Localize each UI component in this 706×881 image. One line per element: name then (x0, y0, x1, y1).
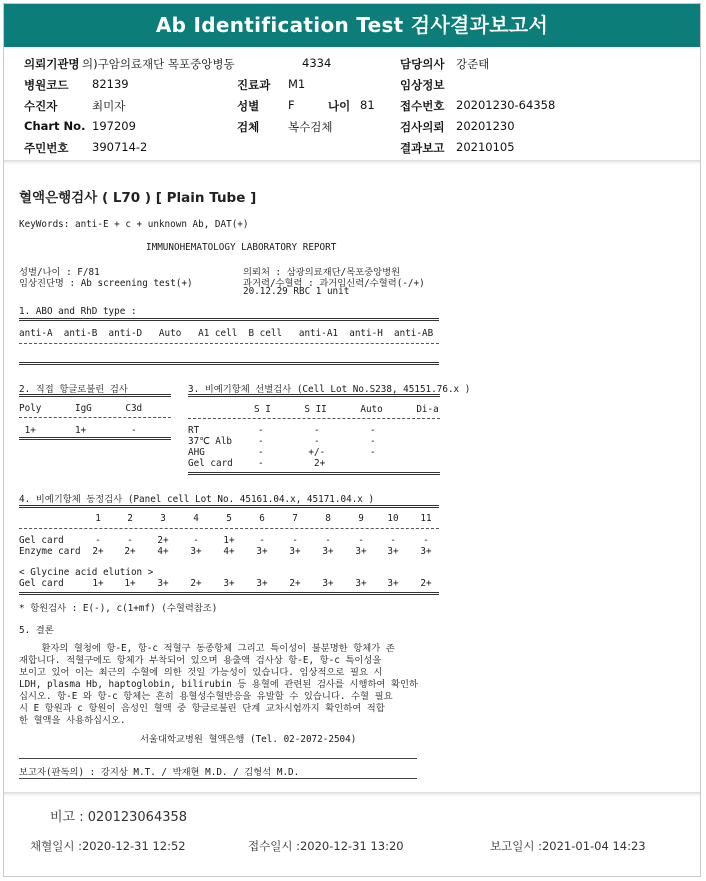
collector-value: 최미자 (92, 99, 126, 113)
dept-value: M1 (288, 77, 306, 91)
received-datetime (248, 838, 404, 854)
rrn-label: 주민번호 (24, 141, 69, 155)
panel-column-number: 11 (420, 513, 432, 524)
glycine-cell-value: 1+ (92, 578, 104, 589)
panel-column-number: 3 (160, 513, 166, 524)
collected-datetime (30, 838, 186, 854)
conclusion-line: 환자의 혈청에 항-E, 항-c 적혈구 동종항체 그리고 특이성이 불분명한 항체가 존 (19, 643, 395, 654)
screen-headers: S I S II Auto Di-a (254, 404, 439, 415)
panel-column-number: 4 (193, 513, 199, 524)
remark (50, 806, 187, 825)
glycine-cell-value: 2+ (190, 578, 202, 589)
transfusion-detail: 20.12.29 RBC 1 unit (243, 286, 350, 297)
dat-values: 1+ 1+ - (19, 425, 137, 436)
panel-cell-value: 4+ (223, 546, 235, 557)
chart-label: Chart No. (24, 119, 86, 133)
panel-cell-value: - (325, 535, 331, 546)
rule (19, 362, 439, 365)
rule (19, 318, 439, 321)
panel-row-name: Gel card (19, 535, 64, 546)
screen-row-values: - 2+ (258, 458, 326, 469)
dat-section-title: 2. 직접 항글로불린 검사 (19, 384, 128, 395)
request-value: 20201230 (456, 119, 515, 133)
panel-cell-value: 2+ (124, 546, 136, 557)
panel-cell-value: 3+ (355, 546, 367, 557)
panel-cell-value: 3+ (322, 546, 334, 557)
receipt-no-value: 20201230-64358 (456, 98, 556, 112)
panel-cell-value: 3+ (387, 546, 399, 557)
conclusion-line: 십시오. 항-E 와 항-c 항체는 흔히 용혈성수혈반응을 유발할 수 있습니다. 수혈 필요 (19, 691, 393, 702)
ward-value: 4334 (302, 56, 332, 70)
dat-headers: Poly IgG C3d (19, 403, 143, 414)
diagnosis: 임상진단명 : Ab screening test(+) (19, 278, 193, 289)
clinical-label: 임상정보 (400, 78, 445, 92)
reporter: 보고자(판독의) : 강지상 M.T. / 박재현 M.D. / 김형석 M.D. (19, 767, 300, 778)
abo-headers: anti-A anti-B anti-D Auto A1 cell B cell anti-A1 anti-H anti-AB (19, 328, 434, 339)
institution-label: 의뢰기관명 (24, 57, 80, 71)
panel-column-number: 5 (226, 513, 232, 524)
sex-label: 성별 (237, 99, 260, 113)
panel-cell-value: 3+ (420, 546, 432, 557)
panel-cell-value: 3+ (256, 546, 268, 557)
screen-row-name: Gel card (188, 458, 233, 469)
collected-value: 2020-12-31 12:52 (81, 839, 186, 853)
age-label: 나이 (328, 99, 351, 113)
panel-column-number: 10 (387, 513, 399, 524)
requester: 의뢰처 : 삼광의료재단/목포중앙병원 (243, 267, 401, 278)
conclusion-line: 재합니다. 적혈구에도 항체가 부착되어 있으며 용출액 검사상 항-E, 항-c 특이성을 (19, 655, 382, 666)
rule (19, 528, 439, 529)
rule (19, 778, 417, 779)
panel-cell-value: 2+ (92, 546, 104, 557)
rule (19, 394, 171, 397)
transfusion-history: 과거력/수혈력 : 과거임신력/수혈력(-/+) (243, 278, 425, 289)
lab-title: IMMUNOHEMATOLOGY LABORATORY REPORT (146, 242, 337, 253)
panel-cell-value: - (423, 535, 429, 546)
panel-cell-value: - (193, 535, 199, 546)
screen-row-name: AHG (188, 447, 205, 458)
screen-row-name: RT (188, 425, 200, 436)
panel-cell-value: 1+ (223, 535, 235, 546)
rule (19, 417, 171, 418)
dept-label: 진료과 (237, 78, 271, 92)
age-value: 81 (360, 98, 375, 112)
divider (4, 160, 700, 165)
received-value: 2020-12-31 13:20 (299, 839, 404, 853)
hospital-code-value: 82139 (92, 77, 129, 91)
conclusion-line: 시 E 항원과 c 항원이 음성인 혈액 중 항글로불린 단계 교차시험까지 확인하여 적합 (19, 703, 385, 714)
rule (19, 343, 439, 344)
antigen-note: * 항원검사 : E(-), c(1+mf) (수혈력참조) (19, 603, 218, 614)
collected-label: 채혈일시 : (30, 839, 82, 853)
blood-bank: 서울대학교병원 혈액은행 (Tel. 02-2072-2504) (140, 734, 357, 745)
report-label: 결과보고 (400, 141, 445, 155)
conclusion-title: 5. 결론 (19, 625, 54, 636)
screen-row-values: - - - (258, 436, 376, 447)
panel-column-number: 1 (95, 513, 101, 524)
glycine-cell-value: 3+ (256, 578, 268, 589)
screen-row-values: - - - (258, 425, 376, 436)
received-label: 접수일시 : (248, 839, 300, 853)
doctor-value: 강준태 (456, 57, 490, 71)
panel-column-number: 6 (259, 513, 265, 524)
report-value: 20210105 (456, 140, 515, 154)
report-section-title: 혈액은행검사 ( L70 ) [ Plain Tube ] (19, 190, 257, 206)
sex-age: 성별/나이 : F/81 (19, 267, 100, 278)
doctor-label: 담당의사 (400, 57, 445, 71)
screen-row-name: 37℃ Alb (188, 436, 233, 447)
glycine-cell-value: 3+ (223, 578, 235, 589)
panel-cell-value: - (259, 535, 265, 546)
conclusion-line: 보이고 있어 이는 최근의 수혈에 의한 것일 가능성이 있습니다. 임상적으로 필요 시 (19, 667, 383, 678)
report-title-banner: Ab Identification Test 검사결과보고서 (4, 4, 700, 47)
rule (19, 758, 417, 759)
panel-column-number: 8 (325, 513, 331, 524)
rule (188, 418, 440, 419)
collector-label: 수진자 (24, 99, 58, 113)
glycine-cell-value: 3+ (322, 578, 334, 589)
screen-row-values: - +/- - (258, 447, 376, 458)
glycine-cell-value: 3+ (355, 578, 367, 589)
panel-column-number: 9 (358, 513, 364, 524)
screen-section-title: 3. 비예기항체 선별검사 (Cell Lot No.S238, 45151.76.x ) (188, 384, 471, 395)
specimen-value: 복수검체 (288, 120, 333, 134)
remark-value: 020123064358 (87, 810, 188, 825)
glycine-cell-value: 2+ (289, 578, 301, 589)
glycine-cell-value: 3+ (157, 578, 169, 589)
panel-section-title: 4. 비예기항체 동정검사 (Panel cell Lot No. 45161.04.x, 45171.04.x ) (19, 494, 375, 505)
rrn-value: 390714-2 (92, 140, 148, 154)
institution-value: 의)구암의료재단 목포중앙병동 (82, 57, 235, 71)
hospital-code-label: 병원코드 (24, 78, 69, 92)
receipt-no-label: 접수번호 (400, 99, 445, 113)
sex-value: F (288, 98, 295, 112)
panel-cell-value: 4+ (157, 546, 169, 557)
panel-cell-value: - (127, 535, 133, 546)
panel-cell-value: - (95, 535, 101, 546)
divider (4, 792, 700, 797)
glycine-cell-value: 3+ (387, 578, 399, 589)
conclusion-line: 한 혈액을 사용하십시오. (19, 715, 126, 726)
panel-cell-value: - (390, 535, 396, 546)
rule (19, 505, 439, 508)
panel-cell-value: 3+ (190, 546, 202, 557)
rule (188, 394, 440, 397)
panel-column-number: 2 (127, 513, 133, 524)
request-label: 검사의뢰 (400, 120, 445, 134)
reported-value: 2021-01-04 14:23 (541, 839, 646, 853)
panel-column-number: 7 (292, 513, 298, 524)
conclusion-line: LDH, plasma Hb, haptoglobin, bilirubin 등 용혈에 관련된 검사를 시행하여 확인하 (19, 679, 418, 690)
reported-datetime (490, 838, 646, 854)
chart-value: 197209 (92, 119, 136, 133)
panel-cell-value: - (358, 535, 364, 546)
glycine-cell-value: 1+ (124, 578, 136, 589)
panel-cell-value: 3+ (289, 546, 301, 557)
remark-label: 비고 : (50, 810, 84, 825)
panel-cell-value: 2+ (157, 535, 169, 546)
panel-row-name: Enzyme card (19, 546, 81, 557)
panel-cell-value: - (292, 535, 298, 546)
rule (188, 472, 440, 475)
rule (19, 437, 171, 440)
glycine-title: < Glycine acid elution > (19, 567, 154, 578)
keywords: KeyWords: anti-E + c + unknown Ab, DAT(+) (19, 219, 249, 230)
specimen-label: 검체 (237, 120, 260, 134)
glycine-cell-value: 2+ (420, 578, 432, 589)
rule (19, 592, 439, 595)
glycine-row-name: Gel card (19, 578, 64, 589)
abo-section-title: 1. ABO and RhD type : (19, 306, 137, 317)
reported-label: 보고일시 : (490, 839, 542, 853)
